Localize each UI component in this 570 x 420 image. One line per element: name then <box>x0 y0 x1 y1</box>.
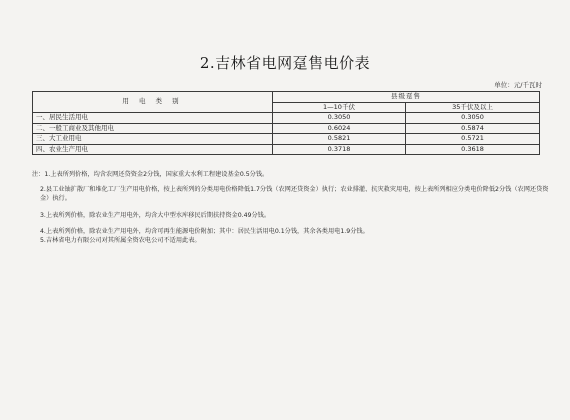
note-3: 3.上表所列价格，除农业生产用电外，均含大中型水库移民后期扶持资金0.49分钱。 <box>40 212 271 219</box>
row-category: 二、一般工商业及其他用电 <box>33 123 273 134</box>
row-value: 0.6024 <box>273 123 406 134</box>
group-header: 县级趸售 <box>273 92 540 103</box>
row-category: 一、居民生活用电 <box>33 113 273 124</box>
note-2: 2.县工业铀扩散厂和堆化工厂生产用电价格，按上表所列的分类用电价格降低1.7分钱（农网还贷资金）执行；农业排灌、抗灾救灾用电，按上表所列相应分类电价降低2分钱（农网还贷资金）执行。 <box>40 186 549 202</box>
price-table <box>32 91 540 155</box>
row-value: 0.3050 <box>273 113 406 124</box>
note-5: 5.吉林省电力有限公司对其所属全资农电公司不适用此表。 <box>40 237 201 244</box>
row-value: 0.5874 <box>406 123 540 134</box>
note-4: 4.上表所列价格，除农业生产用电外，均含可再生能源电价附加；其中：居民生活用电0.1分钱，其余各类用电1.9分钱。 <box>40 228 369 235</box>
row-value: 0.5821 <box>273 134 406 145</box>
column-header-10kv: 1—10千伏 <box>273 102 406 113</box>
row-category: 三、大工业用电 <box>33 134 273 145</box>
row-value: 0.5721 <box>406 134 540 145</box>
table-row <box>33 123 540 134</box>
table-header-row <box>33 92 540 103</box>
table-row <box>33 113 540 124</box>
price-table-container <box>32 91 539 155</box>
row-category: 四、农业生产用电 <box>33 144 273 155</box>
note-1: 注：1.上表所列价格，均含农网还贷资金2分钱，国家重大水利工程建设基金0.5分钱。 <box>32 171 269 178</box>
unit-label: 单位：元/千瓦时 <box>494 81 542 89</box>
category-header: 用 电 类 别 <box>33 92 273 113</box>
row-value: 0.3050 <box>406 113 540 124</box>
row-value: 0.3618 <box>406 144 540 155</box>
table-row <box>33 134 540 145</box>
page-title: 2.吉林省电网趸售电价表 <box>199 54 371 72</box>
row-value: 0.3718 <box>273 144 406 155</box>
column-header-35kv: 35千伏及以上 <box>406 102 540 113</box>
table-row <box>33 144 540 155</box>
